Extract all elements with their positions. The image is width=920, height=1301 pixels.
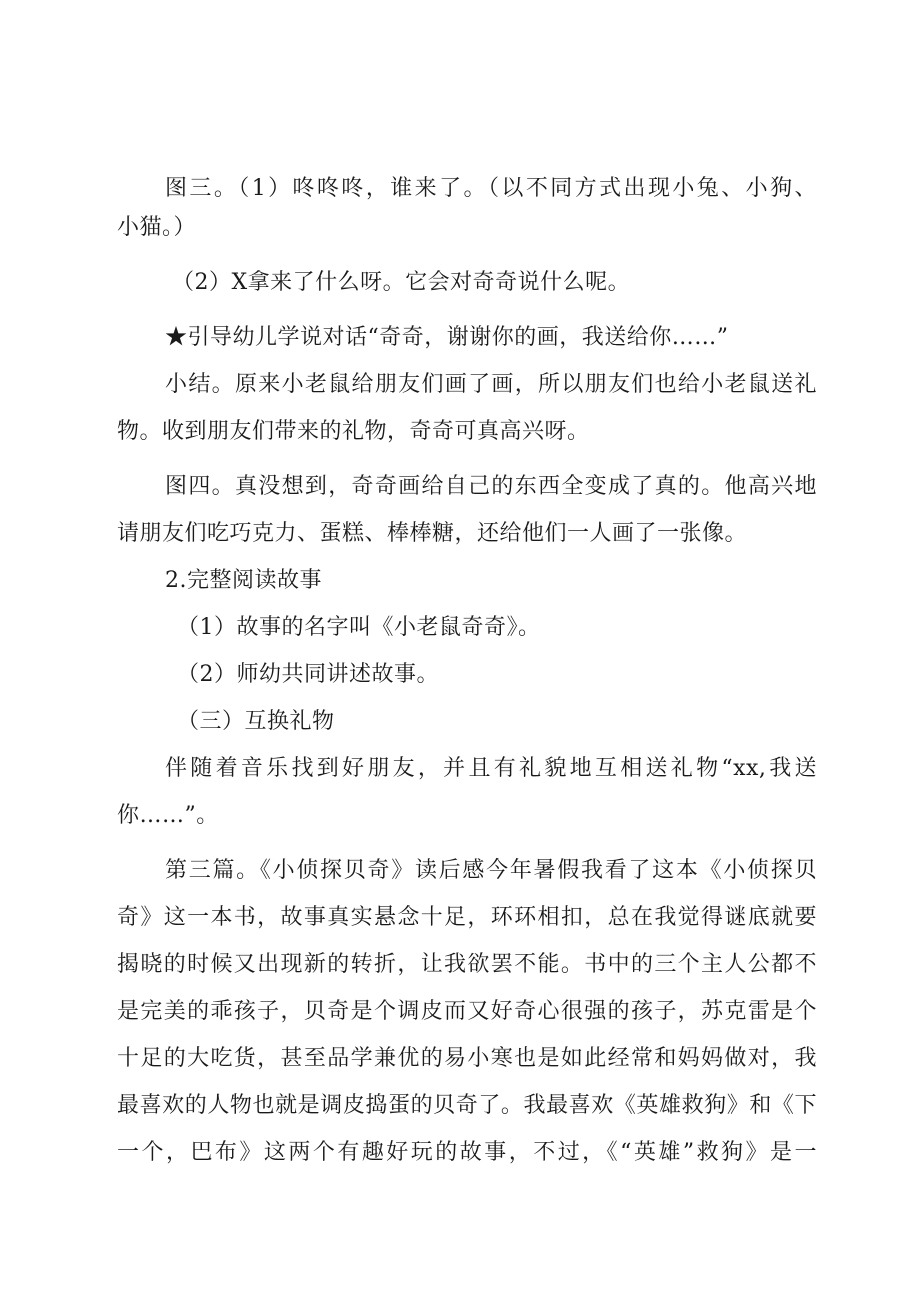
paragraph-line: 小结。原来小老鼠给朋友们画了画，所以朋友们也给小老鼠送礼	[165, 372, 817, 397]
paragraph-line: 小猫。）	[117, 215, 197, 240]
paragraph-line: 奇》这一本书，故事真实悬念十足，环环相扣，总在我觉得谜底就要	[117, 905, 817, 930]
list-item: （1）故事的名字叫《小老鼠奇奇》。	[177, 615, 541, 640]
paragraph-line: 图四。真没想到，奇奇画给自己的东西全变成了真的。他高兴地	[165, 474, 817, 499]
paragraph-line: 伴随着音乐找到好朋友，并且有礼貌地互相送礼物“xx,我送	[165, 756, 817, 781]
paragraph-line: 图三。（1）咚咚咚，谁来了。（以不同方式出现小兔、小狗、	[165, 176, 817, 201]
paragraph-line: 是完美的乖孩子，贝奇是个调皮而又好奇心很强的孩子，苏克雷是个	[117, 999, 817, 1024]
paragraph-line: 一个，巴布》这两个有趣好玩的故事，不过，《“英雄”救狗》是一	[117, 1140, 817, 1165]
paragraph-line: 揭晓的时候又出现新的转折，让我欲罢不能。书中的三个主人公都不	[117, 952, 817, 977]
paragraph-line: 你……”。	[117, 803, 219, 828]
section-heading: （三）互换礼物	[177, 709, 335, 734]
paragraph-line: （2）X拿来了什么呀。它会对奇奇说什么呢。	[172, 270, 631, 295]
list-item: （2）师幼共同讲述故事。	[177, 662, 439, 687]
paragraph-line: ★引导幼儿学说对话“奇奇，谢谢你的画，我送给你……”	[165, 325, 729, 350]
document-body	[117, 169, 817, 1172]
paragraph-line: 十足的大吃货，甚至品学兼优的易小寒也是如此经常和妈妈做对，我	[117, 1046, 817, 1071]
paragraph-line: 第三篇。《小侦探贝奇》读后感今年暑假我看了这本《小侦探贝	[165, 858, 817, 883]
section-heading: 2.完整阅读故事	[165, 568, 322, 593]
paragraph-line: 物。收到朋友们带来的礼物，奇奇可真高兴呀。	[117, 419, 590, 444]
paragraph-line: 最喜欢的人物也就是调皮捣蛋的贝奇了。我最喜欢《英雄救狗》和《下	[117, 1093, 817, 1118]
paragraph-line: 请朋友们吃巧克力、蛋糕、棒棒糖，还给他们一人画了一张像。	[117, 521, 748, 546]
